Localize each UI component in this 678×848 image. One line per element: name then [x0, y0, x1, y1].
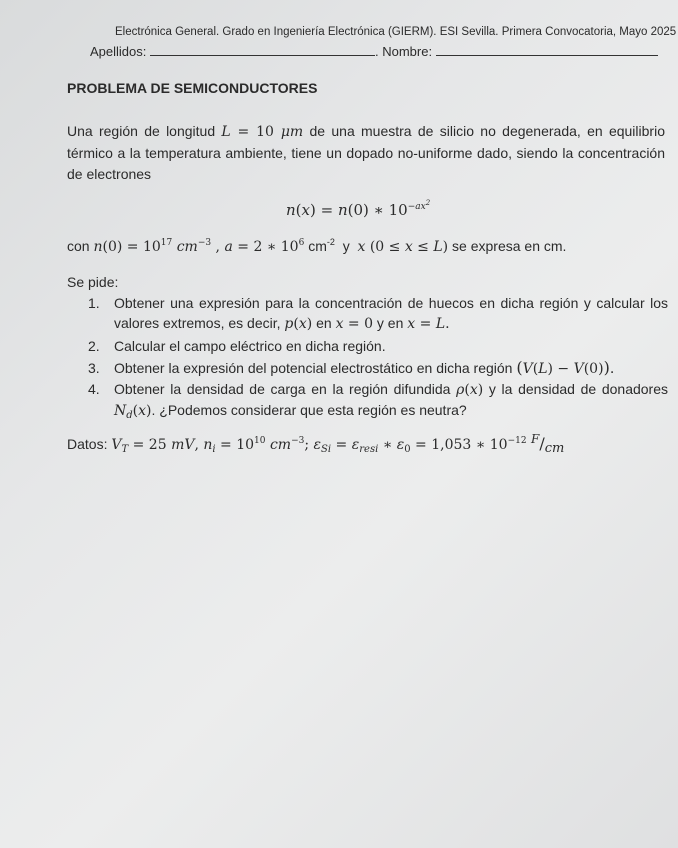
electron-concentration-equation: n(x) = n(0) ∗ $10^{-ax^2}$	[286, 199, 431, 219]
apellidos-blank	[150, 44, 375, 56]
datos-label: Datos:	[67, 436, 112, 452]
problem-title: PROBLEMA DE SEMICONDUCTORES	[67, 80, 318, 96]
conditions-tail: se expresa en cm.	[448, 238, 567, 254]
name-row	[90, 44, 658, 59]
task-item	[88, 379, 668, 426]
nombre-blank	[436, 44, 658, 56]
task-number: 4.	[88, 381, 100, 397]
nombre-label: . Nombre:	[375, 44, 433, 59]
task-text: Obtener la expresión del potencial electrostático en dicha región (V(L) − V(0)).	[114, 358, 615, 377]
task-text: Calcular el campo eléctrico en dicha región.	[114, 338, 386, 354]
task-number: 2.	[88, 338, 100, 354]
task-list	[88, 293, 668, 426]
exam-header: Electrónica General. Grado en Ingeniería Electrónica (GIERM). ESI Sevilla. Primera Convocatoria, Mayo 2025	[115, 26, 677, 38]
intro-text-2: de una muestra de silicio no degenerada, en equilibrio térmico a la temperatura ambiente, tiene un dopado no-uniforme dado, siendo la concentración de electrones	[67, 123, 665, 182]
task-number: 3.	[88, 360, 100, 376]
intro-text-1: Una región de longitud	[67, 123, 222, 139]
problem-statement: Una región de longitud L = 10 μm de una muestra de silicio no degenerada, en equilibrio térmico a la temperatura ambiente, tiene un dopado no-uniforme dado, siendo la concentración de electrones	[67, 123, 665, 182]
datos-line: Datos: $V_T = 25$ mV, $n_i = 10^{10}$ $cm^{-3}$; $\varepsilon_{Si} = \varepsilon_{resi}$ ∗ $\varepsilon_0 = 1,053$ ∗ $10^{-12}$ $^F/_{cm}$	[67, 432, 565, 456]
task-text: Obtener la densidad de carga en la región difundida ρ(x) y la densidad de donadores $N_d(x)$. ¿Podemos considerar que esta región es neutra?	[114, 381, 668, 421]
task-number: 1.	[88, 295, 100, 311]
conditions-line: con $n(0) = 10^{17}$ $cm^{-3}$ , a = 2 ∗ $10^6$ $cm^{-2}$ y x (0 ≤ x ≤ L) se expresa en cm.	[67, 237, 567, 255]
y-label: y	[342, 238, 350, 254]
task-text: Obtener una expresión para la concentración de huecos en dicha región y calcular los valores extremos, es decir, p(x) en x = 0 y en x = L.	[114, 295, 668, 332]
apellidos-label: Apellidos:	[90, 44, 147, 59]
task-item	[88, 336, 668, 356]
con-label: con	[67, 238, 94, 254]
length-value: L	[221, 124, 231, 140]
task-item	[88, 358, 668, 379]
se-pide-label: Se pide:	[67, 274, 119, 290]
task-item	[88, 293, 668, 334]
